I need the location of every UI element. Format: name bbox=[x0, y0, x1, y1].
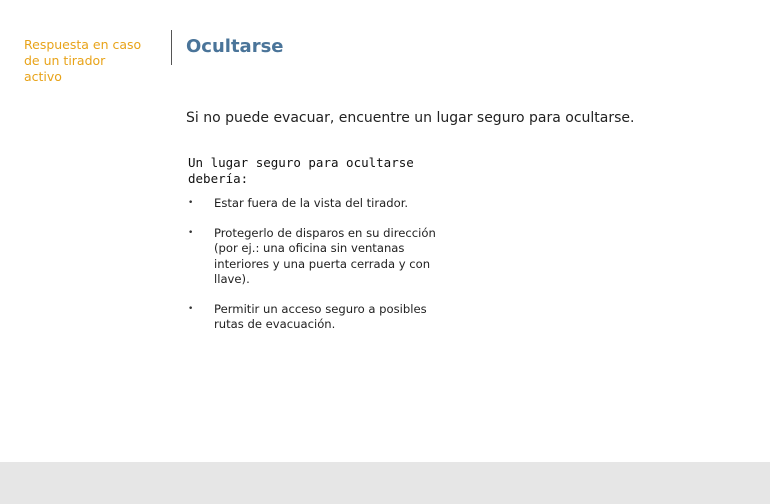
list-item bbox=[188, 226, 448, 288]
intro-text: Si no puede evacuar, encuentre un lugar seguro para ocultarse. bbox=[186, 110, 635, 126]
bullet-text: Protegerlo de disparos en su dirección (por ej.: una oficina sin ventanas interiores y una puerta cerrada y con llave). bbox=[214, 225, 436, 286]
page-title: Ocultarse bbox=[186, 36, 284, 57]
bullet-icon: • bbox=[188, 198, 194, 208]
list-item bbox=[188, 302, 448, 333]
bullet-icon: • bbox=[188, 303, 194, 314]
bullet-text: Estar fuera de la vista del tirador. bbox=[214, 196, 409, 210]
list-item bbox=[188, 196, 448, 212]
section-label: Respuesta en caso de un tirador activo bbox=[24, 37, 142, 84]
bullet-list bbox=[188, 196, 448, 347]
footer-bar bbox=[0, 462, 770, 504]
bullet-text: Permitir un acceso seguro a posibles rutas de evacuación. bbox=[214, 301, 427, 331]
bullet-icon: • bbox=[188, 227, 194, 238]
sub-heading: Un lugar seguro para ocultarse debería: bbox=[188, 155, 414, 186]
title-divider bbox=[171, 30, 172, 65]
